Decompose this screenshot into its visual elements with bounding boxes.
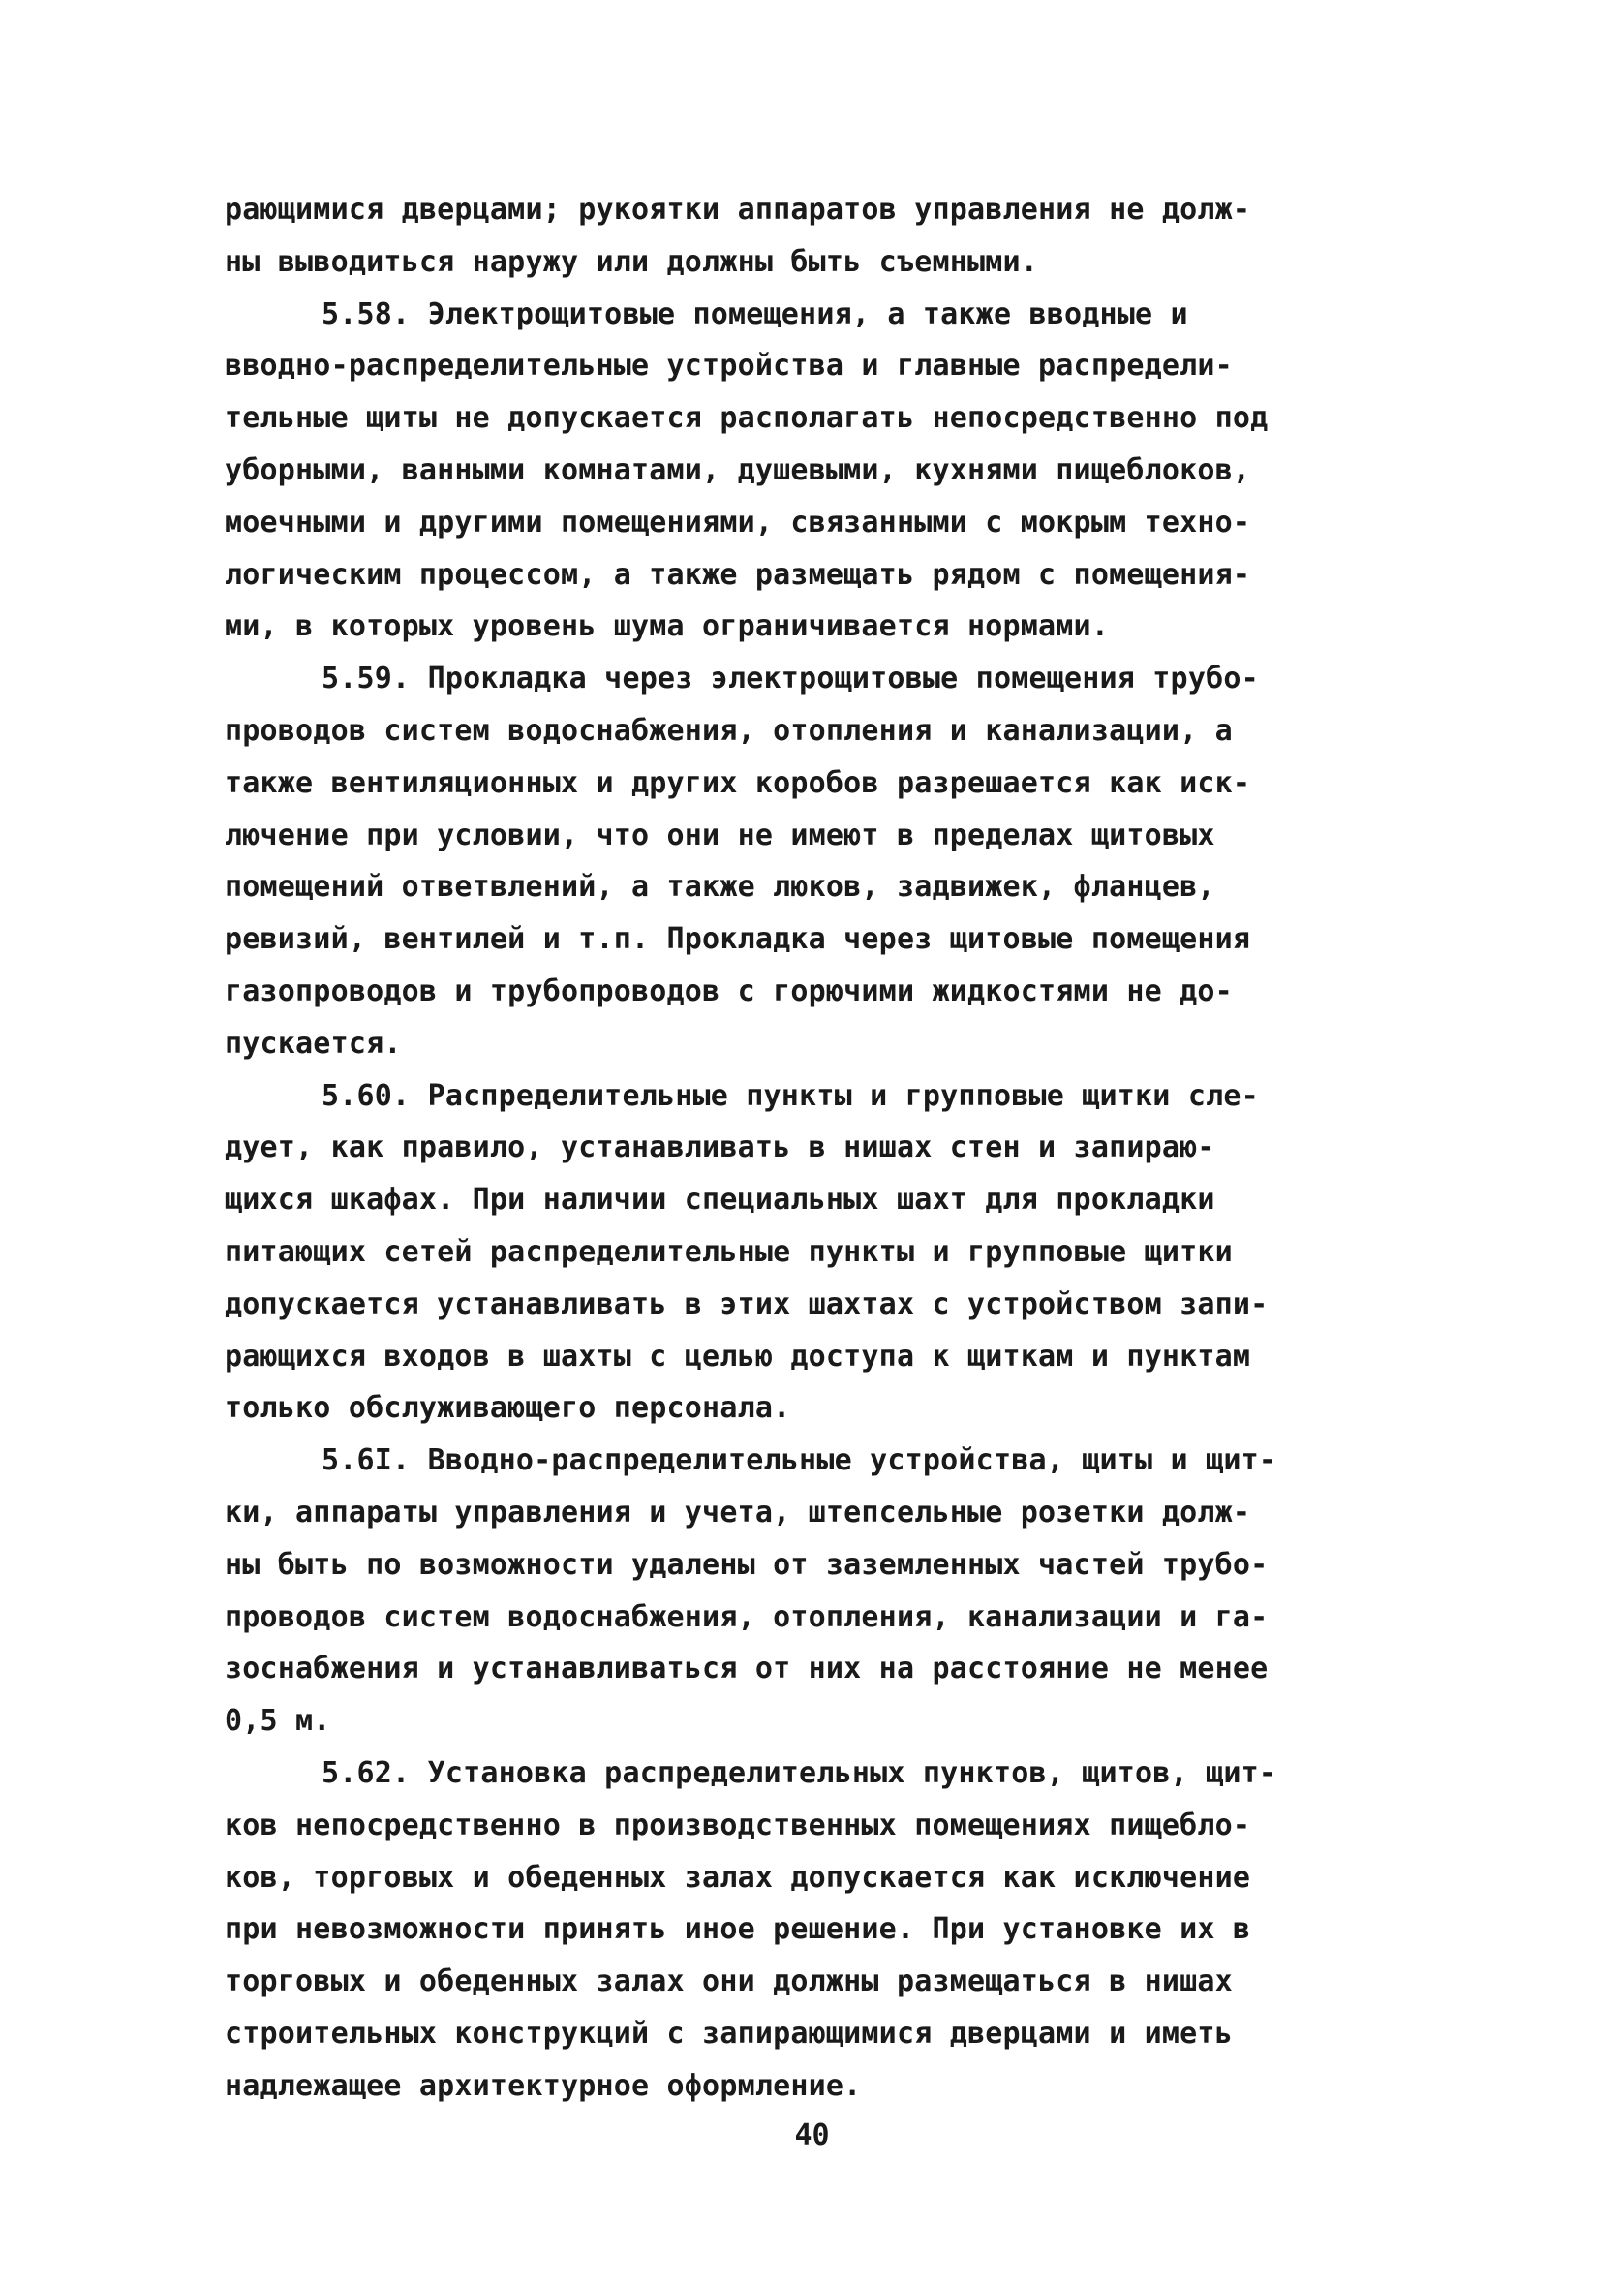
- text-line: надлежащее архитектурное оформление.: [225, 2068, 862, 2103]
- text-line: ны быть по возможности удалены от заземленных частей трубо-: [225, 1547, 1269, 1582]
- body-text: [225, 184, 1435, 2112]
- text-line: ревизий, вентилей и т.п. Прокладка через щитовые помещения: [225, 922, 1251, 957]
- text-line: рающихся входов в шахты с целью доступа к щиткам и пунктам: [225, 1339, 1251, 1374]
- page-number: 40: [794, 2119, 830, 2152]
- text-line: щихся шкафах. При наличии специальных шахт для прокладки: [225, 1183, 1215, 1218]
- text-line: газопроводов и трубопроводов с горючими жидкостями не до-: [225, 974, 1233, 1008]
- text-line: также вентиляционных и других коробов разрешается как иск-: [225, 765, 1251, 800]
- text-line: проводов систем водоснабжения, отопления, канализации и га-: [225, 1599, 1269, 1634]
- paragraph-start-line: 5.6I. Вводно-распределительные устройства, щиты и щит-: [322, 1443, 1277, 1478]
- text-line: уборными, ванными комнатами, душевыми, кухнями пищеблоков,: [225, 452, 1251, 487]
- paragraph-start-line: 5.60. Распределительные пункты и групповые щитки сле-: [322, 1078, 1259, 1113]
- text-line: строительных конструкций с запирающимися дверцами и иметь: [225, 2016, 1233, 2051]
- text-line: вводно-распределительные устройства и главные распредели-: [225, 349, 1233, 384]
- text-line: только обслуживающего персонала.: [225, 1391, 791, 1426]
- text-line: допускается устанавливать в этих шахтах с устройством запи-: [225, 1286, 1269, 1321]
- text-line: дует, как правило, устанавливать в нишах стен и запираю-: [225, 1130, 1215, 1165]
- text-line: питающих сетей распределительные пункты и групповые щитки: [225, 1234, 1233, 1269]
- text-line: рающимися дверцами; рукоятки аппаратов управления не долж-: [225, 193, 1251, 227]
- text-line: при невозможности принять иное решение. При установке их в: [225, 1912, 1251, 1947]
- text-line: зоснабжения и устанавливаться от них на расстояние не менее: [225, 1652, 1269, 1686]
- text-line: помещений ответвлений, а также люков, задвижек, фланцев,: [225, 870, 1215, 905]
- paragraph-start-line: 5.59. Прокладка через электрощитовые помещения трубо-: [322, 662, 1259, 696]
- text-line: пускается.: [225, 1026, 402, 1061]
- text-line: ны выводиться наружу или должны быть съемными.: [225, 244, 1039, 279]
- text-line: лючение при условии, что они не имеют в пределах щитовых: [225, 818, 1215, 852]
- text-line: торговых и обеденных залах они должны размещаться в нишах: [225, 1964, 1233, 1999]
- text-line: ков, торговых и обеденных залах допускается как исключение: [225, 1860, 1251, 1895]
- text-line: ми, в которых уровень шума ограничивается нормами.: [225, 609, 1110, 644]
- text-line: логическим процессом, а также размещать рядом с помещения-: [225, 557, 1251, 592]
- text-line: ки, аппараты управления и учета, штепсельные розетки долж-: [225, 1495, 1251, 1530]
- text-line: проводов систем водоснабжения, отопления и канализации, а: [225, 713, 1233, 748]
- paragraph-start-line: 5.62. Установка распределительных пунктов, щитов, щит-: [322, 1755, 1277, 1790]
- paragraph-start-line: 5.58. Электрощитовые помещения, а также вводные и: [322, 296, 1188, 331]
- text-line: моечными и другими помещениями, связанными с мокрым техно-: [225, 505, 1251, 540]
- text-line: 0,5 м.: [225, 1704, 331, 1739]
- text-line: тельные щиты не допускается располагать непосредственно под: [225, 401, 1269, 436]
- text-line: ков непосредственно в производственных помещениях пищебло-: [225, 1808, 1251, 1842]
